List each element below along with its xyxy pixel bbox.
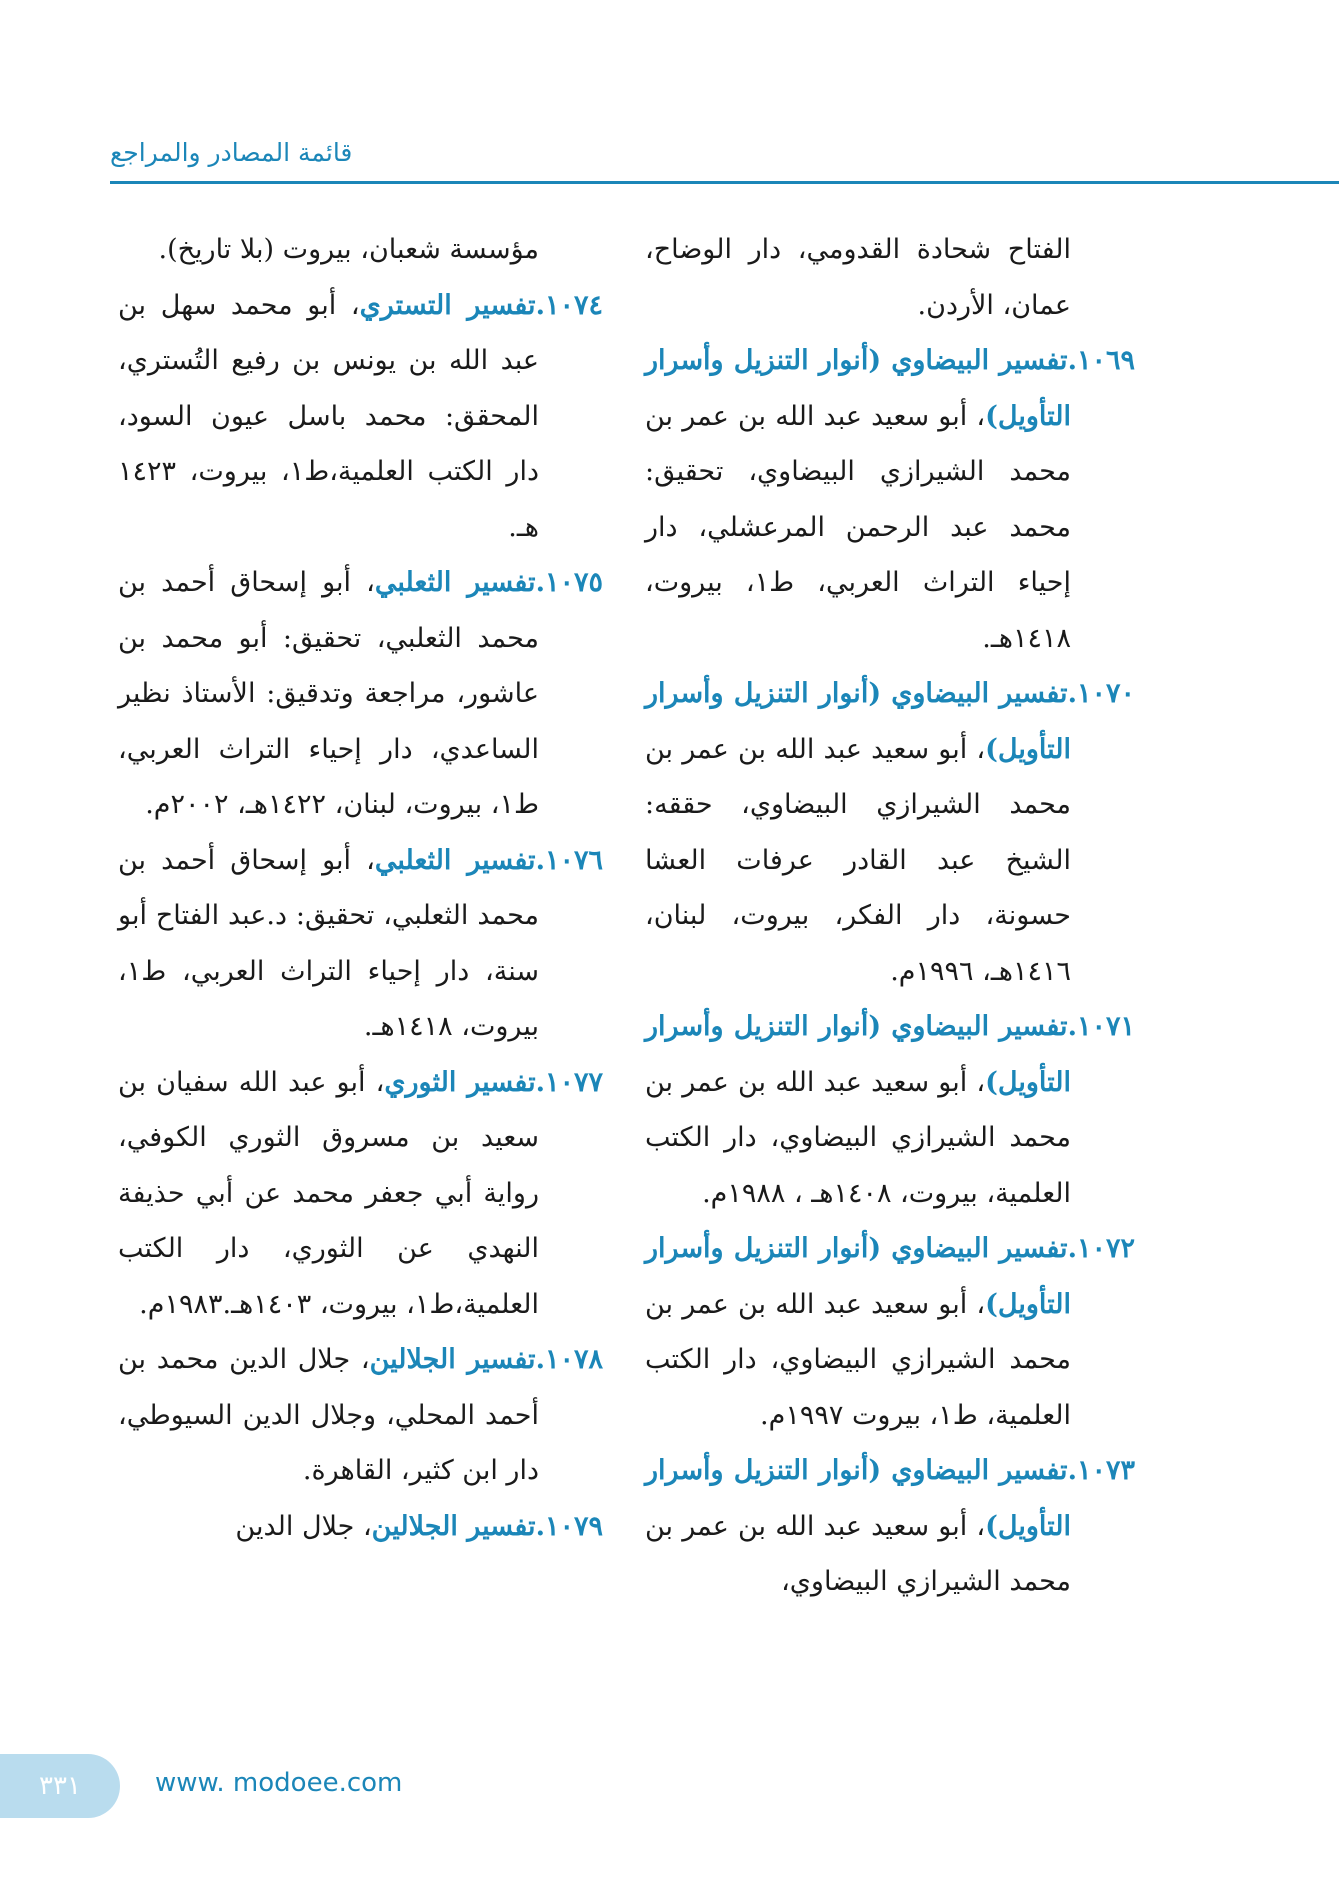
entry-text: ، أبو سعيد عبد الله بن عمر بن محمد الشيرازي البيضاوي، bbox=[645, 1510, 1071, 1597]
entry-text: الفتاح شحادة القدومي، دار الوضاح، عمان، الأردن. bbox=[645, 234, 1071, 321]
entry-text: ، أبو سعيد عبد الله بن عمر بن محمد الشيرازي البيضاوي، تحقيق: محمد عبد الرحمن المرعشلي، دار إحياء التراث العربي، ط١، بيروت، ١٤١٨هـ. bbox=[645, 400, 1071, 654]
reference-entry bbox=[645, 1443, 1135, 1610]
reference-entry bbox=[118, 1499, 603, 1555]
reference-entry bbox=[645, 222, 1135, 333]
entry-text: ، أبو سعيد عبد الله بن عمر بن محمد الشيرازي البيضاوي، دار الكتب العلمية، ط١، بيروت ١٩٩٧م. bbox=[645, 1288, 1071, 1431]
entry-text: ، أبو سعيد عبد الله بن عمر بن محمد الشيرازي البيضاوي، دار الكتب العلمية، بيروت، ١٤٠٨هـ ، ١٩٨٨م. bbox=[645, 1066, 1071, 1209]
entry-text: ، أبو إسحاق أحمد بن محمد الثعلبي، تحقيق: د.عبد الفتاح أبو سنة، دار إحياء التراث العربي، ط١، بيروت، ١٤١٨هـ. bbox=[118, 844, 539, 1042]
entry-number: ١٠٧٣. bbox=[1067, 1455, 1135, 1486]
entry-text: ، أبو سعيد عبد الله بن عمر بن محمد الشيرازي البيضاوي، حققه: الشيخ عبد القادر عرفات العشا حسونة، دار الفكر، بيروت، لبنان، ١٤١٦هـ، ١٩٩٦م. bbox=[645, 733, 1071, 987]
reference-entry bbox=[118, 222, 603, 278]
reference-entry bbox=[645, 999, 1135, 1221]
reference-entry bbox=[118, 833, 603, 1055]
entry-number: ١٠٧٤. bbox=[535, 289, 603, 321]
entry-text: ، أبو إسحاق أحمد بن محمد الثعلبي، تحقيق: أبو محمد بن عاشور، مراجعة وتدقيق: الأستاذ نظير الساعدي، دار إحياء التراث العربي، ط١، بيروت، لبنان، ١٤٢٢هـ، ٢٠٠٢م. bbox=[118, 567, 539, 820]
entry-title: تفسير الجلالين bbox=[369, 1344, 536, 1375]
reference-entry bbox=[645, 333, 1135, 666]
running-title: قائمة المصادر والمراجع bbox=[110, 138, 353, 167]
reference-entry bbox=[645, 666, 1135, 999]
entry-number: ١٠٧٦. bbox=[535, 844, 603, 876]
entry-title: تفسير البيضاوي (أنوار التنزيل وأسرار التأويل) bbox=[645, 1455, 1071, 1542]
entry-title: تفسير التستري bbox=[359, 289, 536, 321]
entry-title: تفسير الثعلبي bbox=[374, 844, 536, 876]
page-number-tab bbox=[0, 1754, 120, 1818]
website-link[interactable]: www. modoee.com bbox=[155, 1768, 403, 1798]
header-rule bbox=[110, 181, 1339, 184]
reference-entry bbox=[118, 1055, 603, 1333]
entry-title: تفسير البيضاوي (أنوار التنزيل وأسرار التأويل) bbox=[645, 345, 1071, 432]
entry-title: تفسير الجلالين bbox=[371, 1510, 536, 1542]
entry-text: ، جلال الدين محمد بن أحمد المحلي، وجلال الدين السيوطي، دار ابن كثير، القاهرة. bbox=[118, 1344, 539, 1486]
reference-entry bbox=[118, 1332, 603, 1499]
entry-number: ١٠٧٨. bbox=[535, 1344, 603, 1375]
entry-number: ١٠٧٠. bbox=[1067, 678, 1135, 709]
reference-entry bbox=[118, 555, 603, 833]
left-column bbox=[118, 222, 603, 1554]
entry-title: تفسير البيضاوي (أنوار التنزيل وأسرار التأويل) bbox=[645, 1011, 1071, 1098]
entry-number: ١٠٧٥. bbox=[535, 567, 603, 598]
entry-number: ١٠٧١. bbox=[1067, 1011, 1135, 1042]
right-column bbox=[645, 222, 1135, 1610]
entry-number: ١٠٧٩. bbox=[535, 1510, 603, 1542]
entry-number: ١٠٦٩. bbox=[1067, 345, 1135, 376]
reference-entry bbox=[645, 1221, 1135, 1443]
entry-number: ١٠٧٢. bbox=[1067, 1233, 1135, 1264]
page-number: ٣٣١ bbox=[39, 1771, 81, 1801]
entry-text: ، أبو عبد الله سفيان بن سعيد بن مسروق الثوري الكوفي، رواية أبي جعفر محمد عن أبي حذيفة النهدي عن الثوري، دار الكتب العلمية،ط١، بيروت، ١٤٠٣هـ.١٩٨٣م. bbox=[118, 1066, 539, 1320]
entry-number: ١٠٧٧. bbox=[535, 1066, 604, 1098]
entry-text: مؤسسة شعبان، بيروت (بلا تاريخ). bbox=[158, 234, 539, 265]
entry-title: تفسير الثوري bbox=[384, 1066, 536, 1098]
entry-title: تفسير الثعلبي bbox=[374, 567, 536, 598]
entry-title: تفسير البيضاوي (أنوار التنزيل وأسرار التأويل) bbox=[645, 678, 1071, 765]
entry-text: ، أبو محمد سهل بن عبد الله بن يونس بن رفيع التُستري، المحقق: محمد باسل عيون السود، دار الكتب العلمية،ط١، بيروت، ١٤٢٣ هـ. bbox=[118, 289, 539, 543]
entry-text: ، جلال الدين bbox=[235, 1510, 372, 1542]
entry-title: تفسير البيضاوي (أنوار التنزيل وأسرار التأويل) bbox=[645, 1233, 1071, 1320]
reference-entry bbox=[118, 278, 603, 556]
